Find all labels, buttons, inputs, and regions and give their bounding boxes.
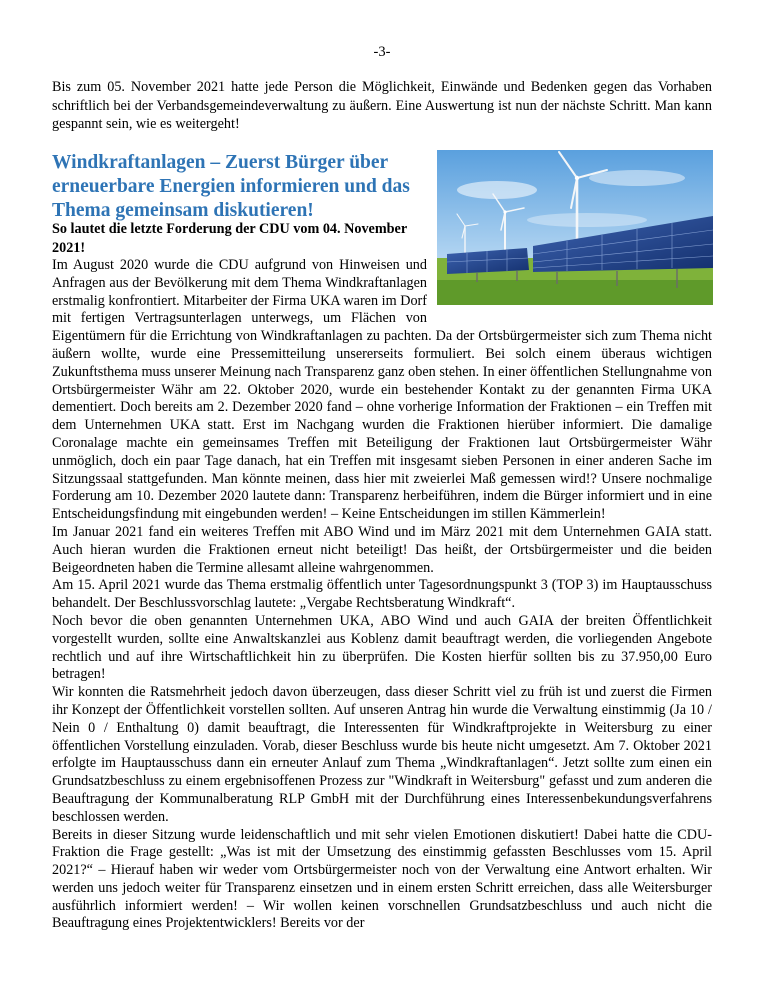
- article-body: [52, 257, 712, 933]
- article-paragraph: Noch bevor die oben genannten Unternehmen UKA, ABO Wind und auch GAIA der breiten Öffentlichkeit vorgestellt wurden, sollte eine Anwaltskanzlei aus Koblenz damit beauftragt werden, die vorliegenden Angebote rechtlich und auf ihre Wirtschaftlichkeit hin zu überprüfen. Die Kosten hierfür sollten bis zu 37.950,00 Euro betragen!: [52, 612, 712, 683]
- article-paragraph: Im Januar 2021 fand ein weiteres Treffen mit ABO Wind und im März 2021 mit dem Unternehmen GAIA statt. Auch hieran wurden die Fraktionen erneut nicht beteiligt! Das heißt, der Ortsbürgermeister und die beiden Beigeordneten haben die Termine allesamt alleine wahrgenommen.: [52, 523, 712, 576]
- intro-paragraph: Bis zum 05. November 2021 hatte jede Person die Möglichkeit, Einwände und Bedenken gegen das Vorhaben schriftlich bei der Verbandsgemeindeverwaltung zu äußern. Eine Auswertung ist nun der nächste Schritt. Man kann gespannt sein, wie es weitergeht!: [52, 79, 712, 132]
- article-paragraph: Im August 2020 wurde die CDU aufgrund von Hinweisen und Anfragen aus der Bevölkerung mit dem Thema Windkraftanlagen erstmalig konfrontiert. Mitarbeiter der Firma UKA waren im Dorf mit fertigen Vertragsunterlagen unterwegs, um Flächen von Eigentümern für die Errichtung von Windkraftanlagen zu pachten. Da der Ortsbürgermeister sich zum Thema nicht äußern wollte, wurde eine Pressemitteilung unsererseits formuliert. Bei solch einem überaus wichtigen Zukunftsthema muss unserer Meinung nach Transparenz ganz oben stehen. In einer öffentlichen Stellungnahme von Ortsbürgermeister Währ am 22. Oktober 2020, wurde ein bestehender Kontakt zu der genannten Firma UKA dementiert. Doch bereits am 2. Dezember 2020 fand – ohne vorherige Information der Fraktionen – ein Treffen mit dem Unternehmen UKA statt. Erst im Nachgang wurden die Fraktionen hierüber informiert. Die damalige Coronalage machte ein gemeinsames Treffen mit Beteiligung der Fraktionen laut Ortsbürgermeister Währ unmöglich, doch ein paar Tage danach, hat ein Treffen mit insgesamt sieben Personen in einer anderen Sache im Sitzungssaal stattgefunden. Man könnte meinen, dass hier mit zweierlei Maß gemessen wird!? Unsere nochmalige Forderung am 10. Dezember 2020 lautete dann: Transparenz herbeiführen, indem die Bürger informiert und in eine Entscheidungsfindung mit eingebunden werden! – Keine Entscheidungen im stillen Kämmerlein!: [52, 257, 712, 523]
- page-number: -3-: [373, 44, 391, 60]
- article-paragraph: Bereits in dieser Sitzung wurde leidenschaftlich und mit sehr vielen Emotionen diskutiert! Dabei hatte die CDU-Fraktion die Frage gestellt: „Was ist mit der Umsetzung des einstimmig gefassten Beschlusses vom 15. April 2021?“ – Hierauf haben wir weder vom Ortsbürgermeister noch von der Verwaltung eine Antwort erhalten. Wir werden uns jedoch weiter für Transparenz einsetzen und in einem ersten Schritt erreichen, dass alle Weitersburger ausführlich informiert werden! – Wir wollen keinen vorschnellen Grundsatzbeschluss und auch nicht die Beauftragung eines Projektentwicklers! Bereits vor der: [52, 826, 712, 932]
- article-headline: Windkraftanlagen – Zuerst Bürger über erneuerbare Energien informieren und das Thema gemeinsam diskutieren!: [52, 152, 410, 221]
- article-subheadline: So lautet die letzte Forderung der CDU vom 04. November 2021!: [52, 221, 407, 256]
- article-paragraph: Am 15. April 2021 wurde das Thema erstmalig öffentlich unter Tagesordnungspunkt 3 (TOP 3) im Hauptausschuss behandelt. Der Beschlussvorschlag lautete: „Vergabe Rechtsberatung Windkraft“.: [52, 577, 712, 612]
- article-paragraph: Wir konnten die Ratsmehrheit jedoch davon überzeugen, dass dieser Schritt viel zu früh ist und zuerst die Firmen ihr Konzept der Öffentlichkeit vorstellen sollten. Auf unseren Antrag hin wurde die Verwaltung einstimmig (Ja 10 / Nein 0 / Enthaltung 0) damit beauftragt, die Interessenten für Windkraftprojekte in Weitersburg zu einer öffentlichen Vorstellung einzuladen. Vorab, dieser Beschluss wurde bis heute nicht umgesetzt. Am 7. Oktober 2021 erfolgte im Hauptausschuss dann ein erneuter Anlauf zum Thema „Windkraftanlagen“. Jetzt sollte zum einen ein Grundsatzbeschluss zu einem ergebnisoffenen Prozess zur "Windkraft in Weitersburg" gefasst und zum anderen die Beauftragung der Kommunalberatung RLP GmbH mit der Durchführung eines Interessenbekundungsverfahrens beschlossen werden.: [52, 684, 712, 825]
